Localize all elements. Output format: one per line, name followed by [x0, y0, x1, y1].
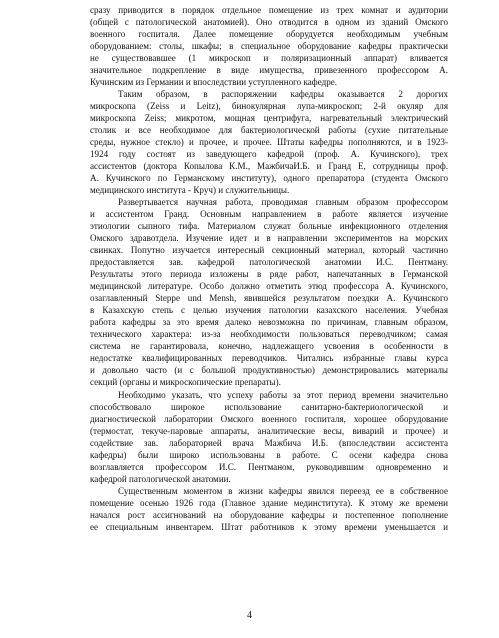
text-line: Таким образом, в распоряжении кафедры оказывается 2 дорогих — [118, 89, 448, 100]
text-line: ее специальным инвентарем. Штат работников к этому времени уменьшается и — [90, 521, 448, 532]
text-line: медицинского института - Круч) и служительницы. — [90, 185, 290, 196]
text-line: значительное подкрепление в виде имущества, привезенного профессором А. — [90, 65, 448, 76]
text-line: (термостат, текуче-паровые аппараты, аналитические весы, виварий и прочее) и — [90, 425, 448, 436]
text-line: микроскопа (Zeiss и Leitz), бинокулярная лупа-микроскоп; 2-й окуляр для — [90, 101, 448, 112]
text-line: диагностической лаборатории Омского военного госпиталя, хорошее оборудование — [90, 413, 448, 424]
text-line: ассистентов (доктора Копылова К.М., МажбичаИ.Б. и Гранд Е, сотрудницы проф. — [90, 161, 448, 172]
text-line: свинках. Попутно изучается интересный секционный материал, который частично — [90, 245, 448, 256]
text-line: Существенным моментом в жизни кафедры явился переезд ее в собственное — [118, 485, 448, 496]
text-line: этиологии сыпного тифа. Материалом служат больные инфекционного отделения — [90, 221, 448, 232]
text-line: Результаты этого периода изложены в ряде работ, напечатанных в Германской — [90, 269, 448, 280]
text-line: возглавляется профессором И.С. Пентманом, руководившим одновременно и — [90, 461, 448, 472]
text-line: предоставляется зав. кафедрой патологической анатомии И.С. Пентману. — [90, 257, 448, 268]
text-line: оборудованием: столы, шкафы; в специальное оборудование кафедры практически — [90, 41, 448, 52]
text-line: медицинской литературе. Особо должно отметить этюд профессора А. Кучинского, — [90, 281, 448, 292]
text-line: секций (органы и микроскопические препараты). — [90, 377, 281, 388]
text-line: кафедры) были широко использованы в работе. С осени кафедра снова — [90, 449, 448, 460]
page-number: 4 — [247, 610, 252, 621]
text-line: Развертывается научная работа, проводимая главным образом профессором — [118, 197, 448, 208]
text-line: работа кафедры за это время далеко невозможна по причинам, главным образом, — [90, 317, 448, 328]
text-line: содействие зав. лабораторией врача Мажбича И.Б. (впоследствии ассистента — [90, 437, 448, 448]
text-line: Кучинским из Германии и впоследствии уступленного кафедре. — [90, 77, 338, 88]
text-line: микроскопа Zeiss; микротом, мощная центрифуга, нагревательный электрический — [90, 113, 448, 124]
text-line: в Казахскую степь с целью изучения патологии казахского населения. Учебная — [90, 305, 448, 316]
text-line: кафедрой патологической анатомии. — [90, 473, 231, 484]
text-line: военного госпиталя. Далее помещение оборудуется необходимым учебным — [90, 29, 448, 40]
paragraph-4 — [90, 389, 448, 485]
paragraph-3 — [90, 196, 448, 388]
text-line: не существовавшее (1 микроскоп и поляризационный аппарат) вливается — [90, 53, 448, 64]
text-line: недостатке квалифицированных переводчиков. Читались избранные главы курса — [90, 353, 448, 364]
text-line: А. Кучинского по Германскому институту), одного препаратора (студента Омского — [90, 173, 448, 184]
text-line: и довольно часто (и с большой продуктивностью) демонстрировались материалы — [90, 365, 448, 376]
text-line: среды, нужное стекло) и прочее, и прочее. Штаты кафедры пополняются, и в 1923- — [90, 137, 448, 148]
text-line: начался рост ассигнований на оборудование кафедры и постепенное пополнение — [90, 509, 448, 520]
paragraph-1 — [90, 4, 448, 88]
text-line: помещение осенью 1926 года (Главное здание мединститута). К этому же времени — [90, 497, 448, 508]
paragraph-2 — [90, 88, 448, 196]
text-line: Необходимо указать, что успеху работы за этот период времени значительно — [118, 389, 448, 400]
text-line: 1924 году состоят из заведующего кафедрой (проф. А. Кучинского), трех — [90, 149, 448, 160]
text-line: (общей с патологической анатомией). Оно отводится в одном из зданий Омского — [90, 17, 448, 28]
text-line: столик и все необходимое для бактериологической работы (сухие питательные — [90, 125, 448, 136]
paragraph-5 — [90, 485, 448, 533]
document-page — [90, 4, 448, 533]
text-line: и ассистентом Гранд. Основным направлением в работе является изучение — [90, 209, 448, 220]
text-line: озаглавленный Steppe und Mensh, явившейся результатом поездки А. Кучинского — [90, 293, 448, 304]
text-line: система не гарантировала, конечно, надлежащего усвоения в особенности в — [90, 341, 448, 352]
text-line: сразу приводится в порядок отдельное помещение из трех комнат и аудитории — [90, 5, 448, 15]
text-line: технического характера: из-за необходимости пользоваться переводчиком; самая — [90, 329, 448, 340]
text-line: способствовало широкое использование санитарно-бактериологической и — [90, 401, 448, 412]
text-line: Омского здравотдела. Изучение идет и в направлении экспериментов на морских — [90, 233, 448, 244]
